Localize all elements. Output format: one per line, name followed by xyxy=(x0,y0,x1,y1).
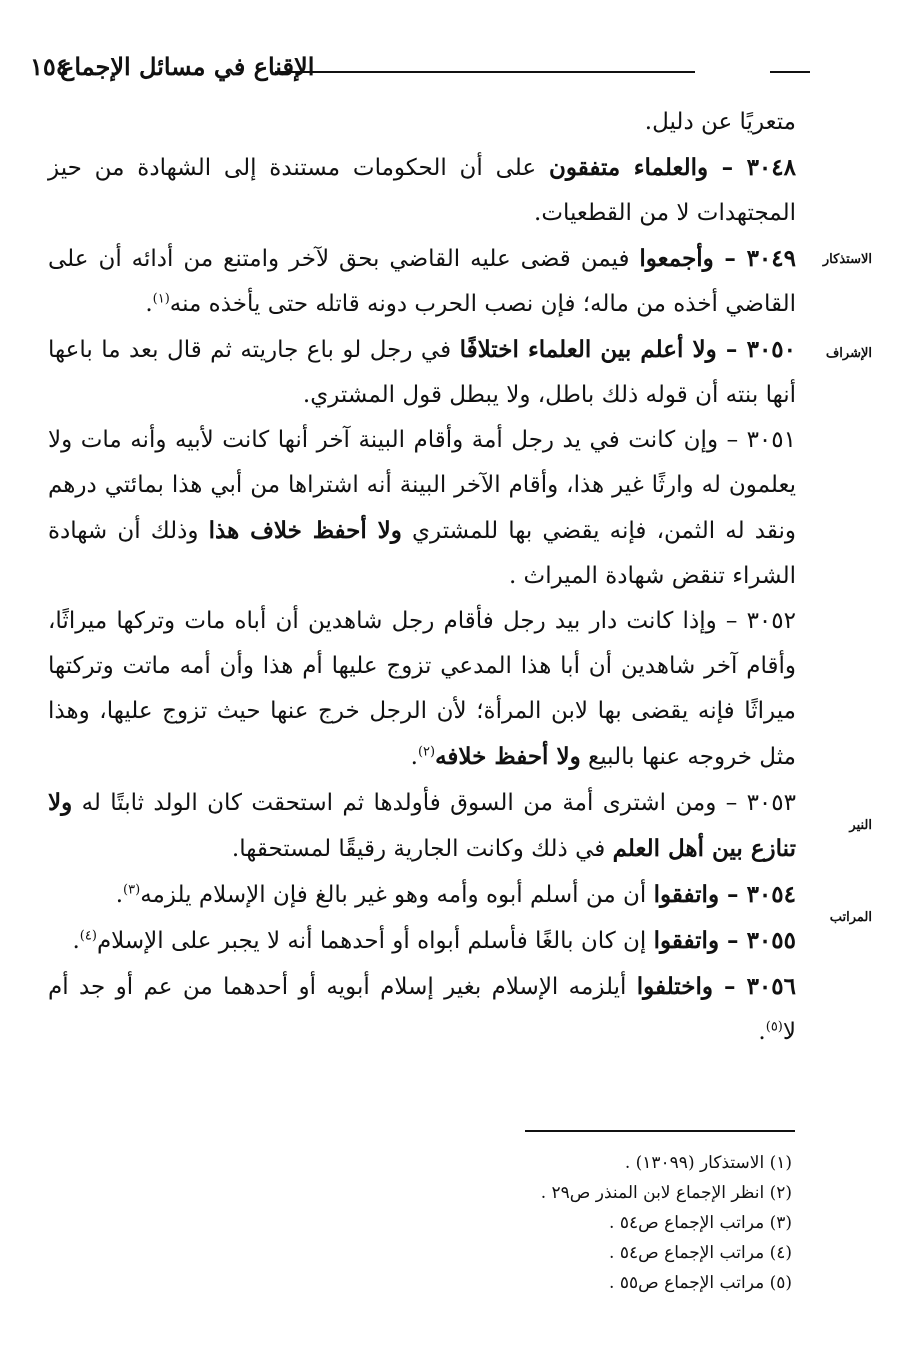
paragraph-text: إن كان بالغًا فأسلم أبواه أو أحدهما أنه لا يجبر على الإسلام xyxy=(96,928,654,954)
paragraph-text: أن من أسلم أبوه وأمه وهو غير بالغ فإن الإسلام يلزمه xyxy=(140,882,654,908)
paragraph-emphasis: ولا أحفظ خلافه xyxy=(435,743,581,770)
margin-label-maratib: المراتب xyxy=(829,910,872,925)
margin-label-nayyir: النير xyxy=(849,818,872,833)
footnote-4: (٤) مراتب الإجماع ص٥٤ . xyxy=(609,1243,792,1263)
paragraph-lead: ٣٠٥٥ – واتفقوا xyxy=(653,927,796,954)
paragraph-3048 xyxy=(48,145,796,236)
paragraph-text: متعريًا عن دليل. xyxy=(644,109,796,135)
footnote-1: (١) الاستذكار (١٣٠٩٩) . xyxy=(624,1153,792,1173)
main-text xyxy=(48,100,796,1055)
footnote-ref-2[interactable]: (٢) xyxy=(417,744,436,760)
footnote-separator xyxy=(525,1130,795,1132)
footnote-ref-4[interactable]: (٤) xyxy=(79,928,97,944)
paragraph-text-end: في ذلك وكانت الجارية رقيقًا لمستحقها. xyxy=(231,836,613,862)
paragraph-text: ٣٠٥١ – وإن كانت في يد رجل أمة وأقام البينة آخر أنها كانت لأبيه وأنه مات ولا يعلمون له وارثًا غير هذا، وأقام الآخر البينة أنه اشتراها من أبي هذا بمائتي درهم ونقد له الثمن، فإنه يقضي بها للمشتري xyxy=(48,427,796,544)
paragraph-lead: ٣٠٥٦ – واختلفوا xyxy=(636,973,796,1000)
paragraph-text-end: وذلك أن شهادة الشراء تنقض شهادة الميراث . xyxy=(48,518,796,589)
paragraph-continuation xyxy=(48,100,796,145)
margin-label-istidhkar: الاستذكار xyxy=(822,252,872,267)
footnote-5: (٥) مراتب الإجماع ص٥٥ . xyxy=(609,1273,792,1293)
margin-label-ishraf: الإشراف xyxy=(825,346,872,361)
paragraph-lead: ٣٠٤٨ – والعلماء متفقون xyxy=(548,154,796,181)
header-rule-left xyxy=(275,71,695,73)
paragraph-end: . xyxy=(410,744,418,770)
paragraph-end: . xyxy=(758,1019,766,1045)
paragraph-text: في رجل لو باع جاريته ثم قال بعد ما باعها أنها بنته أن قوله ذلك باطل، ولا يبطل قول المشتري. xyxy=(48,337,796,408)
header-rule-right xyxy=(770,71,810,73)
paragraph-end: . xyxy=(72,928,80,954)
footnote-ref-5[interactable]: (٥) xyxy=(765,1019,783,1035)
paragraph-emphasis: ولا تنازع بين أهل العلم xyxy=(48,789,796,862)
paragraph-end: . xyxy=(115,882,124,908)
paragraph-3055 xyxy=(48,918,796,964)
paragraph-lead: ٣٠٥٠ – ولا أعلم بين العلماء اختلافًا xyxy=(459,336,797,363)
paragraph-3049 xyxy=(48,236,796,327)
paragraph-3053 xyxy=(48,780,796,872)
paragraph-emphasis: ولا أحفظ خلاف هذا xyxy=(208,517,402,544)
paragraph-text: ٣٠٥٢ – وإذا كانت دار بيد رجل فأقام رجل شاهدين أن أباه مات وتركها ميراثًا، وأقام آخر شاهدين أن أبا هذا المدعي تزوج عليها أم هذا وأن أمه ماتت وتركتها ميراثًا فإنه يقضى بها لابن المرأة؛ لأن الرجل خرج عنها حيث تزوج عليها، وهذا مثل خروجه عنها بالبيع xyxy=(48,608,796,770)
footnote-2: (٢) انظر الإجماع لابن المنذر ص٢٩ . xyxy=(540,1183,792,1203)
footnote-3: (٣) مراتب الإجماع ص٥٤ . xyxy=(609,1213,792,1233)
paragraph-text: فيمن قضى عليه القاضي بحق لآخر وامتنع من أدائه أن على القاضي أخذه من ماله؛ فإن نصب الحرب دونه قاتله حتى يأخذه منه xyxy=(48,246,796,317)
footnotes xyxy=(300,1148,792,1298)
paragraph-3056 xyxy=(48,964,796,1055)
running-title: الإقناع في مسائل الإجماع xyxy=(60,52,315,81)
paragraph-3051 xyxy=(48,418,796,599)
paragraph-lead: ٣٠٤٩ – وأجمعوا xyxy=(639,245,796,272)
page-header xyxy=(30,52,800,92)
page-number: ١٥٤ xyxy=(30,52,69,81)
paragraph-text: أيلزمه الإسلام بغير إسلام أبويه أو أحدهما من عم أو جد أم لا xyxy=(48,974,796,1045)
paragraph-3050 xyxy=(48,327,796,418)
paragraph-end: . xyxy=(145,291,153,317)
paragraph-text: على أن الحكومات مستندة إلى الشهادة من حيز المجتهدات لا من القطعيات. xyxy=(48,155,796,226)
paragraph-text: ٣٠٥٣ – ومن اشترى أمة من السوق فأولدها ثم استحقت كان الولد ثابتًا له xyxy=(72,790,796,816)
paragraph-3052 xyxy=(48,599,796,780)
paragraph-3054 xyxy=(48,872,796,918)
footnote-ref-3[interactable]: (٣) xyxy=(123,882,141,898)
footnote-ref-1[interactable]: (١) xyxy=(152,291,170,307)
paragraph-lead: ٣٠٥٤ – واتفقوا xyxy=(653,881,796,908)
